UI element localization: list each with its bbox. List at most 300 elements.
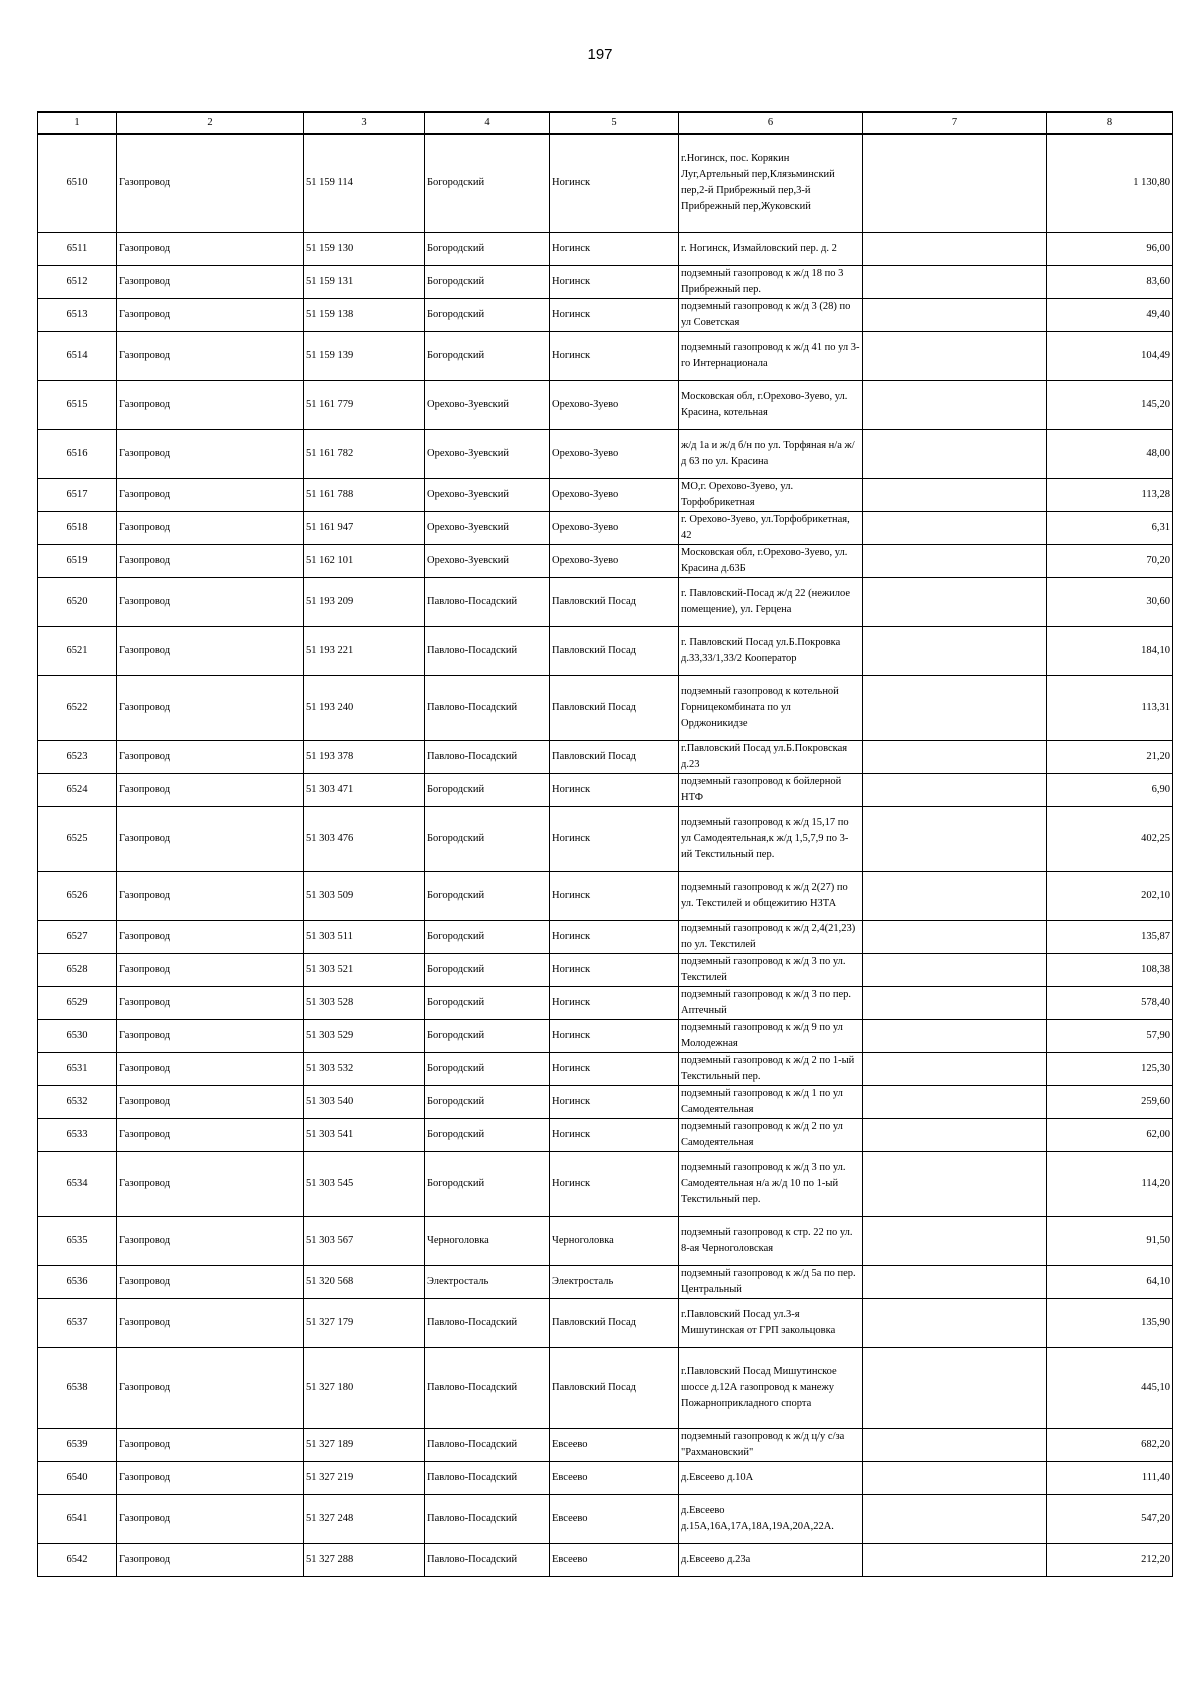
cell-locality: Ногинск	[550, 920, 679, 953]
cell-district: Богородский	[425, 1085, 550, 1118]
cell-address: подземный газопровод к ж/д 1 по ул Самодеятельная	[679, 1085, 863, 1118]
cell-length: 259,60	[1047, 1085, 1173, 1118]
cell-code: 51 303 567	[304, 1216, 425, 1265]
cell-row-number: 6524	[38, 773, 117, 806]
cell-object-type: Газопровод	[117, 986, 304, 1019]
cell-district: Богородский	[425, 298, 550, 331]
cell-row-number: 6531	[38, 1052, 117, 1085]
cell-object-type: Газопровод	[117, 429, 304, 478]
cell-length: 547,20	[1047, 1494, 1173, 1543]
table-row	[38, 1494, 1173, 1543]
cell-district: Павлово-Посадский	[425, 1494, 550, 1543]
cell-object-type: Газопровод	[117, 1265, 304, 1298]
cell-district: Богородский	[425, 953, 550, 986]
cell-note	[863, 380, 1047, 429]
cell-locality: Евсеево	[550, 1461, 679, 1494]
table-row	[38, 331, 1173, 380]
cell-address: подземный газопровод к ж/д ц/у с/за "Рахмановский"	[679, 1428, 863, 1461]
cell-length: 30,60	[1047, 577, 1173, 626]
cell-row-number: 6515	[38, 380, 117, 429]
cell-row-number: 6526	[38, 871, 117, 920]
cell-object-type: Газопровод	[117, 232, 304, 265]
cell-district: Богородский	[425, 331, 550, 380]
cell-code: 51 303 545	[304, 1151, 425, 1216]
cell-district: Богородский	[425, 265, 550, 298]
cell-locality: Павловский Посад	[550, 675, 679, 740]
cell-row-number: 6532	[38, 1085, 117, 1118]
table-row	[38, 920, 1173, 953]
table-row	[38, 1151, 1173, 1216]
cell-object-type: Газопровод	[117, 920, 304, 953]
cell-object-type: Газопровод	[117, 544, 304, 577]
column-header: 7	[863, 112, 1047, 134]
table-row	[38, 1118, 1173, 1151]
cell-object-type: Газопровод	[117, 1461, 304, 1494]
cell-length: 6,90	[1047, 773, 1173, 806]
cell-address: подземный газопровод к ж/д 3 по пер. Аптечный	[679, 986, 863, 1019]
cell-locality: Евсеево	[550, 1428, 679, 1461]
cell-object-type: Газопровод	[117, 298, 304, 331]
cell-note	[863, 265, 1047, 298]
cell-code: 51 161 779	[304, 380, 425, 429]
cell-code: 51 161 782	[304, 429, 425, 478]
cell-code: 51 159 130	[304, 232, 425, 265]
cell-district: Электросталь	[425, 1265, 550, 1298]
cell-object-type: Газопровод	[117, 478, 304, 511]
cell-locality: Ногинск	[550, 871, 679, 920]
cell-code: 51 303 529	[304, 1019, 425, 1052]
cell-object-type: Газопровод	[117, 773, 304, 806]
column-header: 3	[304, 112, 425, 134]
cell-note	[863, 429, 1047, 478]
cell-address: ж/д 1а и ж/д б/н по ул. Торфяная н/а ж/д 63 по ул. Красина	[679, 429, 863, 478]
cell-note	[863, 134, 1047, 232]
table-row	[38, 1052, 1173, 1085]
cell-length: 91,50	[1047, 1216, 1173, 1265]
cell-length: 145,20	[1047, 380, 1173, 429]
cell-district: Богородский	[425, 1019, 550, 1052]
cell-note	[863, 1347, 1047, 1428]
column-header: 1	[38, 112, 117, 134]
cell-address: г.Ногинск, пос. Корякин Луг,Артельный пер,Клязьминский пер,2-й Прибрежный пер,3-й Прибрежный пер,Жуковский	[679, 134, 863, 232]
cell-district: Орехово-Зуевский	[425, 478, 550, 511]
cell-note	[863, 773, 1047, 806]
cell-locality: Ногинск	[550, 953, 679, 986]
table-row	[38, 871, 1173, 920]
cell-address: подземный газопровод к ж/д 2 по ул Самодеятельная	[679, 1118, 863, 1151]
cell-length: 64,10	[1047, 1265, 1173, 1298]
cell-row-number: 6534	[38, 1151, 117, 1216]
cell-locality: Ногинск	[550, 1151, 679, 1216]
cell-address: подземный газопровод к ж/д 3 (28) по ул Советская	[679, 298, 863, 331]
cell-note	[863, 544, 1047, 577]
cell-address: подземный газопровод к котельной Горницекомбината по ул Орджоникидзе	[679, 675, 863, 740]
cell-note	[863, 1543, 1047, 1576]
cell-row-number: 6514	[38, 331, 117, 380]
cell-address: подземный газопровод к стр. 22 по ул. 8-ая Черноголовская	[679, 1216, 863, 1265]
cell-district: Богородский	[425, 1151, 550, 1216]
table-row	[38, 265, 1173, 298]
cell-note	[863, 1019, 1047, 1052]
cell-address: Московская обл, г.Орехово-Зуево, ул. Красина д.63Б	[679, 544, 863, 577]
cell-row-number: 6516	[38, 429, 117, 478]
cell-row-number: 6530	[38, 1019, 117, 1052]
cell-address: подземный газопровод к ж/д 41 по ул 3-го Интернационала	[679, 331, 863, 380]
cell-object-type: Газопровод	[117, 1118, 304, 1151]
cell-address: подземный газопровод к ж/д 3 по ул. Самодеятельная н/а ж/д 10 по 1-ый Текстильный пер.	[679, 1151, 863, 1216]
cell-note	[863, 478, 1047, 511]
cell-note	[863, 1461, 1047, 1494]
cell-object-type: Газопровод	[117, 1052, 304, 1085]
table-row	[38, 429, 1173, 478]
cell-code: 51 159 131	[304, 265, 425, 298]
cell-length: 402,25	[1047, 806, 1173, 871]
cell-address: подземный газопровод к ж/д 18 по 3 Прибрежный пер.	[679, 265, 863, 298]
cell-district: Павлово-Посадский	[425, 1347, 550, 1428]
cell-address: Московская обл, г.Орехово-Зуево, ул. Красина, котельная	[679, 380, 863, 429]
cell-code: 51 162 101	[304, 544, 425, 577]
cell-district: Богородский	[425, 1052, 550, 1085]
cell-length: 1 130,80	[1047, 134, 1173, 232]
cell-note	[863, 1052, 1047, 1085]
cell-code: 51 303 528	[304, 986, 425, 1019]
cell-locality: Электросталь	[550, 1265, 679, 1298]
cell-district: Павлово-Посадский	[425, 577, 550, 626]
cell-locality: Ногинск	[550, 331, 679, 380]
table-row	[38, 1298, 1173, 1347]
cell-locality: Павловский Посад	[550, 626, 679, 675]
cell-note	[863, 675, 1047, 740]
cell-address: г. Орехово-Зуево, ул.Торфобрикетная, 42	[679, 511, 863, 544]
cell-address: д.Евсеево д.15А,16А,17А,18А,19А,20А,22А.	[679, 1494, 863, 1543]
cell-locality: Павловский Посад	[550, 1347, 679, 1428]
cell-object-type: Газопровод	[117, 511, 304, 544]
cell-length: 57,90	[1047, 1019, 1173, 1052]
cell-district: Павлово-Посадский	[425, 675, 550, 740]
cell-locality: Ногинск	[550, 806, 679, 871]
cell-locality: Ногинск	[550, 1019, 679, 1052]
registry-table	[37, 111, 1173, 1577]
cell-row-number: 6541	[38, 1494, 117, 1543]
cell-length: 49,40	[1047, 298, 1173, 331]
cell-length: 135,87	[1047, 920, 1173, 953]
cell-object-type: Газопровод	[117, 1543, 304, 1576]
cell-length: 70,20	[1047, 544, 1173, 577]
cell-row-number: 6536	[38, 1265, 117, 1298]
cell-note	[863, 1216, 1047, 1265]
cell-row-number: 6525	[38, 806, 117, 871]
cell-address: подземный газопровод к ж/д 15,17 по ул Самодеятельная,к ж/д 1,5,7,9 по 3- ий Текстильный пер.	[679, 806, 863, 871]
cell-note	[863, 986, 1047, 1019]
cell-row-number: 6538	[38, 1347, 117, 1428]
cell-locality: Черноголовка	[550, 1216, 679, 1265]
cell-district: Павлово-Посадский	[425, 1428, 550, 1461]
cell-district: Павлово-Посадский	[425, 740, 550, 773]
cell-object-type: Газопровод	[117, 1019, 304, 1052]
cell-locality: Орехово-Зуево	[550, 511, 679, 544]
table-row	[38, 626, 1173, 675]
cell-length: 21,20	[1047, 740, 1173, 773]
cell-code: 51 303 476	[304, 806, 425, 871]
cell-address: г. Ногинск, Измайловский пер. д. 2	[679, 232, 863, 265]
table-row	[38, 232, 1173, 265]
table-row	[38, 1461, 1173, 1494]
cell-row-number: 6540	[38, 1461, 117, 1494]
cell-district: Богородский	[425, 232, 550, 265]
cell-object-type: Газопровод	[117, 380, 304, 429]
cell-row-number: 6537	[38, 1298, 117, 1347]
cell-address: подземный газопровод к бойлерной НТФ	[679, 773, 863, 806]
cell-object-type: Газопровод	[117, 1428, 304, 1461]
table-row	[38, 1428, 1173, 1461]
cell-locality: Павловский Посад	[550, 1298, 679, 1347]
cell-row-number: 6539	[38, 1428, 117, 1461]
cell-object-type: Газопровод	[117, 1085, 304, 1118]
cell-length: 578,40	[1047, 986, 1173, 1019]
cell-object-type: Газопровод	[117, 953, 304, 986]
cell-code: 51 159 138	[304, 298, 425, 331]
cell-row-number: 6517	[38, 478, 117, 511]
cell-address: подземный газопровод к ж/д 9 по ул Молодежная	[679, 1019, 863, 1052]
cell-note	[863, 1151, 1047, 1216]
cell-row-number: 6533	[38, 1118, 117, 1151]
cell-code: 51 193 378	[304, 740, 425, 773]
cell-object-type: Газопровод	[117, 331, 304, 380]
table-row	[38, 986, 1173, 1019]
cell-row-number: 6535	[38, 1216, 117, 1265]
cell-length: 83,60	[1047, 265, 1173, 298]
cell-district: Черноголовка	[425, 1216, 550, 1265]
cell-row-number: 6518	[38, 511, 117, 544]
cell-code: 51 193 221	[304, 626, 425, 675]
table-row	[38, 1019, 1173, 1052]
cell-locality: Ногинск	[550, 1085, 679, 1118]
cell-note	[863, 806, 1047, 871]
cell-length: 125,30	[1047, 1052, 1173, 1085]
cell-row-number: 6522	[38, 675, 117, 740]
cell-locality: Евсеево	[550, 1494, 679, 1543]
cell-note	[863, 1085, 1047, 1118]
cell-code: 51 159 139	[304, 331, 425, 380]
cell-length: 62,00	[1047, 1118, 1173, 1151]
cell-note	[863, 1118, 1047, 1151]
cell-district: Богородский	[425, 986, 550, 1019]
cell-locality: Ногинск	[550, 232, 679, 265]
cell-code: 51 193 240	[304, 675, 425, 740]
cell-length: 445,10	[1047, 1347, 1173, 1428]
cell-object-type: Газопровод	[117, 871, 304, 920]
cell-district: Богородский	[425, 806, 550, 871]
cell-locality: Ногинск	[550, 773, 679, 806]
cell-note	[863, 920, 1047, 953]
cell-length: 111,40	[1047, 1461, 1173, 1494]
cell-address: г.Павловский Посад ул.3-я Мишутинская от ГРП закольцовка	[679, 1298, 863, 1347]
cell-district: Орехово-Зуевский	[425, 511, 550, 544]
cell-address: г.Павловский Посад Мишутинское шоссе д.12А газопровод к манежу Пожарноприкладного спорта	[679, 1347, 863, 1428]
cell-length: 113,28	[1047, 478, 1173, 511]
cell-locality: Ногинск	[550, 298, 679, 331]
cell-locality: Ногинск	[550, 265, 679, 298]
cell-length: 114,20	[1047, 1151, 1173, 1216]
cell-locality: Ногинск	[550, 1118, 679, 1151]
cell-object-type: Газопровод	[117, 1298, 304, 1347]
cell-locality: Евсеево	[550, 1543, 679, 1576]
table-row	[38, 1265, 1173, 1298]
cell-district: Орехово-Зуевский	[425, 544, 550, 577]
cell-locality: Ногинск	[550, 134, 679, 232]
cell-code: 51 327 288	[304, 1543, 425, 1576]
table-row	[38, 806, 1173, 871]
cell-row-number: 6510	[38, 134, 117, 232]
table-row	[38, 380, 1173, 429]
cell-object-type: Газопровод	[117, 577, 304, 626]
cell-code: 51 161 947	[304, 511, 425, 544]
cell-district: Павлово-Посадский	[425, 626, 550, 675]
cell-note	[863, 1298, 1047, 1347]
cell-address: подземный газопровод к ж/д 2 по 1-ый Текстильный пер.	[679, 1052, 863, 1085]
table-row	[38, 577, 1173, 626]
cell-length: 184,10	[1047, 626, 1173, 675]
cell-object-type: Газопровод	[117, 1151, 304, 1216]
table-body	[38, 134, 1173, 1576]
cell-length: 682,20	[1047, 1428, 1173, 1461]
cell-address: подземный газопровод к ж/д 2(27) по ул. Текстилей и общежитию НЗТА	[679, 871, 863, 920]
table-row	[38, 953, 1173, 986]
table-row	[38, 1347, 1173, 1428]
cell-address: МО,г. Орехово-Зуево, ул. Торфобрикетная	[679, 478, 863, 511]
cell-address: г. Павловский-Посад ж/д 22 (нежилое помещение), ул. Герцена	[679, 577, 863, 626]
cell-code: 51 303 511	[304, 920, 425, 953]
cell-address: г. Павловский Посад ул.Б.Покровка д.33,33/1,33/2 Кооператор	[679, 626, 863, 675]
column-header: 8	[1047, 112, 1173, 134]
cell-code: 51 303 521	[304, 953, 425, 986]
cell-length: 104,49	[1047, 331, 1173, 380]
cell-object-type: Газопровод	[117, 1347, 304, 1428]
cell-address: г.Павловский Посад ул.Б.Покровская д.23	[679, 740, 863, 773]
cell-row-number: 6528	[38, 953, 117, 986]
column-header: 5	[550, 112, 679, 134]
table-row	[38, 773, 1173, 806]
cell-address: д.Евсеево д.10А	[679, 1461, 863, 1494]
table-row	[38, 511, 1173, 544]
cell-district: Павлово-Посадский	[425, 1461, 550, 1494]
cell-row-number: 6523	[38, 740, 117, 773]
cell-row-number: 6542	[38, 1543, 117, 1576]
cell-locality: Павловский Посад	[550, 740, 679, 773]
cell-row-number: 6519	[38, 544, 117, 577]
cell-code: 51 303 532	[304, 1052, 425, 1085]
cell-code: 51 327 219	[304, 1461, 425, 1494]
cell-district: Богородский	[425, 871, 550, 920]
table-row	[38, 1543, 1173, 1576]
cell-locality: Ногинск	[550, 1052, 679, 1085]
cell-district: Павлово-Посадский	[425, 1298, 550, 1347]
table-row	[38, 544, 1173, 577]
cell-note	[863, 1265, 1047, 1298]
cell-address: подземный газопровод к ж/д 2,4(21,23) по ул. Текстилей	[679, 920, 863, 953]
column-header: 4	[425, 112, 550, 134]
cell-locality: Орехово-Зуево	[550, 429, 679, 478]
cell-row-number: 6511	[38, 232, 117, 265]
cell-note	[863, 1428, 1047, 1461]
cell-address: д.Евсеево д.23а	[679, 1543, 863, 1576]
cell-locality: Ногинск	[550, 986, 679, 1019]
cell-object-type: Газопровод	[117, 740, 304, 773]
table-row	[38, 675, 1173, 740]
cell-district: Павлово-Посадский	[425, 1543, 550, 1576]
cell-address: подземный газопровод к ж/д 5а по пер. Центральный	[679, 1265, 863, 1298]
cell-code: 51 327 248	[304, 1494, 425, 1543]
cell-note	[863, 298, 1047, 331]
table-row	[38, 1085, 1173, 1118]
cell-row-number: 6521	[38, 626, 117, 675]
cell-length: 135,90	[1047, 1298, 1173, 1347]
cell-note	[863, 871, 1047, 920]
cell-note	[863, 331, 1047, 380]
cell-code: 51 320 568	[304, 1265, 425, 1298]
cell-district: Богородский	[425, 920, 550, 953]
cell-code: 51 327 180	[304, 1347, 425, 1428]
cell-locality: Павловский Посад	[550, 577, 679, 626]
cell-object-type: Газопровод	[117, 806, 304, 871]
cell-code: 51 327 179	[304, 1298, 425, 1347]
cell-note	[863, 577, 1047, 626]
cell-code: 51 159 114	[304, 134, 425, 232]
cell-code: 51 303 540	[304, 1085, 425, 1118]
cell-object-type: Газопровод	[117, 134, 304, 232]
cell-row-number: 6527	[38, 920, 117, 953]
cell-note	[863, 511, 1047, 544]
cell-code: 51 303 509	[304, 871, 425, 920]
cell-code: 51 303 471	[304, 773, 425, 806]
table-row	[38, 1216, 1173, 1265]
cell-object-type: Газопровод	[117, 265, 304, 298]
cell-object-type: Газопровод	[117, 675, 304, 740]
cell-row-number: 6520	[38, 577, 117, 626]
column-header: 2	[117, 112, 304, 134]
cell-length: 108,38	[1047, 953, 1173, 986]
table-row	[38, 298, 1173, 331]
cell-length: 113,31	[1047, 675, 1173, 740]
cell-length: 202,10	[1047, 871, 1173, 920]
cell-length: 212,20	[1047, 1543, 1173, 1576]
header-row	[38, 112, 1173, 134]
cell-length: 96,00	[1047, 232, 1173, 265]
cell-note	[863, 953, 1047, 986]
cell-address: подземный газопровод к ж/д 3 по ул. Текстилей	[679, 953, 863, 986]
cell-district: Богородский	[425, 773, 550, 806]
cell-code: 51 193 209	[304, 577, 425, 626]
cell-object-type: Газопровод	[117, 626, 304, 675]
cell-length: 6,31	[1047, 511, 1173, 544]
cell-locality: Орехово-Зуево	[550, 544, 679, 577]
cell-object-type: Газопровод	[117, 1216, 304, 1265]
cell-note	[863, 232, 1047, 265]
cell-locality: Орехово-Зуево	[550, 380, 679, 429]
page-number: 197	[587, 46, 613, 63]
cell-district: Богородский	[425, 134, 550, 232]
cell-note	[863, 626, 1047, 675]
cell-length: 48,00	[1047, 429, 1173, 478]
cell-row-number: 6529	[38, 986, 117, 1019]
cell-locality: Орехово-Зуево	[550, 478, 679, 511]
cell-row-number: 6513	[38, 298, 117, 331]
table-row	[38, 478, 1173, 511]
cell-code: 51 161 788	[304, 478, 425, 511]
table-row	[38, 134, 1173, 232]
table-row	[38, 740, 1173, 773]
cell-note	[863, 1494, 1047, 1543]
